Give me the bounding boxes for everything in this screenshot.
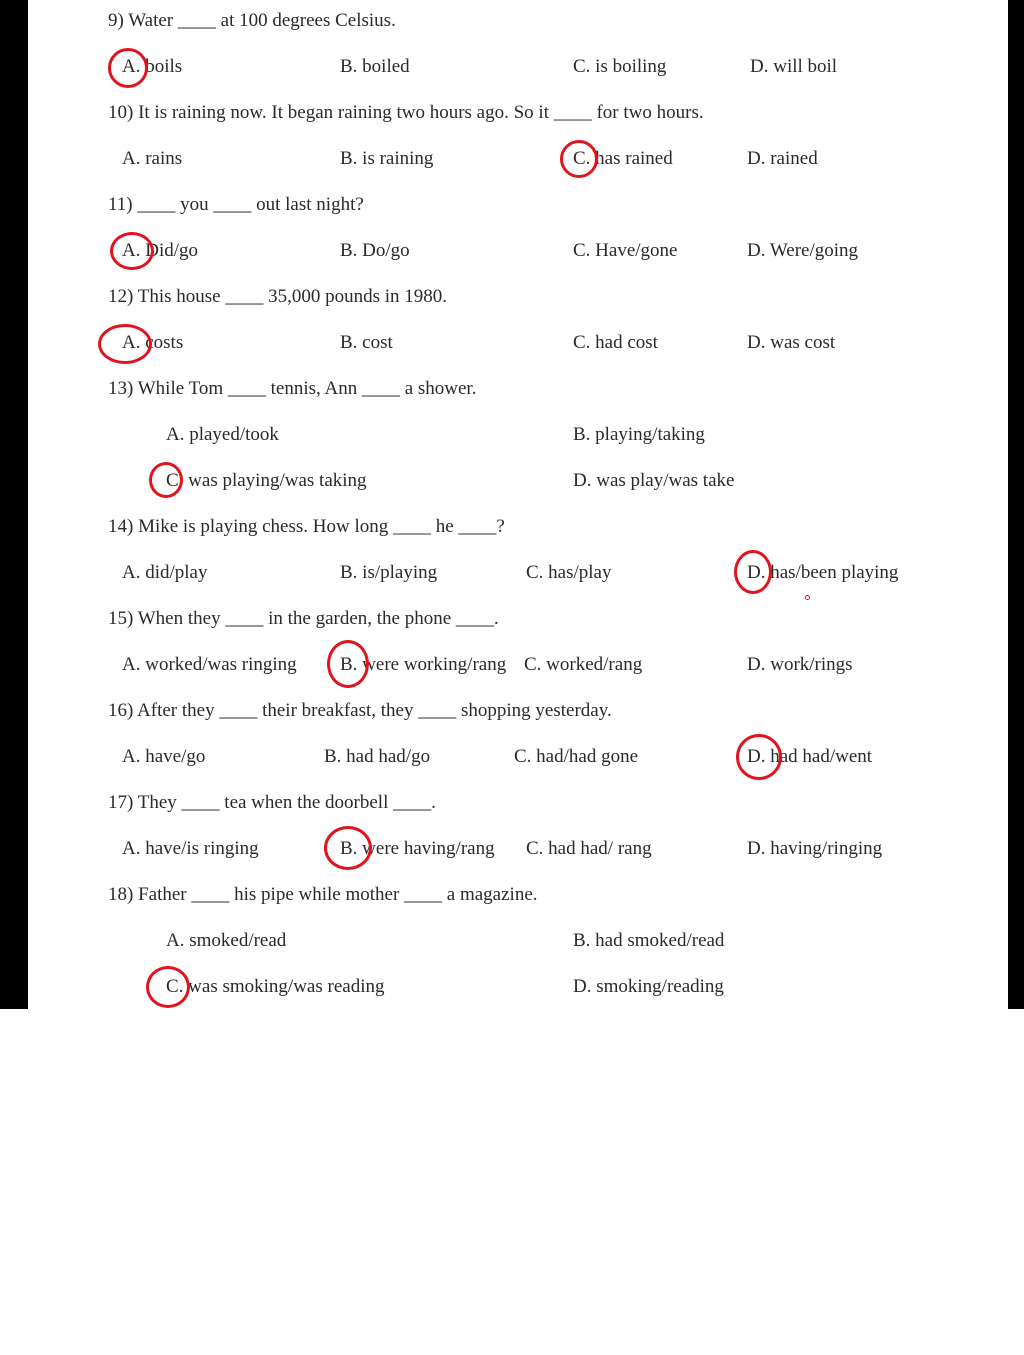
question-number: 18) bbox=[108, 884, 134, 905]
option-18d[interactable]: D. smoking/reading bbox=[573, 976, 724, 997]
option-9c[interactable]: C. is boiling bbox=[573, 56, 667, 77]
answer-circle bbox=[149, 462, 183, 498]
option-9b[interactable]: B. boiled bbox=[340, 56, 410, 77]
worksheet-page bbox=[28, 0, 1008, 1009]
option-13b[interactable]: B. playing/taking bbox=[573, 424, 705, 445]
option-12b[interactable]: B. cost bbox=[340, 332, 393, 353]
option-16a[interactable]: A. have/go bbox=[122, 746, 206, 767]
question-14 bbox=[108, 516, 505, 538]
option-15b[interactable]: B. were working/rang bbox=[340, 654, 507, 675]
question-number: 9) bbox=[108, 10, 124, 31]
option-13d[interactable]: D. was play/was take bbox=[573, 470, 735, 491]
option-15c[interactable]: C. worked/rang bbox=[524, 654, 643, 675]
option-12d[interactable]: D. was cost bbox=[747, 332, 836, 353]
question-number: 15) bbox=[108, 608, 134, 629]
option-13a[interactable]: A. played/took bbox=[166, 424, 279, 445]
option-11d[interactable]: D. Were/going bbox=[747, 240, 859, 261]
question-11 bbox=[108, 194, 364, 216]
question-stem: They ____ tea when the doorbell ____. bbox=[137, 792, 436, 813]
question-number: 12) bbox=[108, 286, 134, 307]
question-13 bbox=[108, 378, 476, 400]
question-number: 17) bbox=[108, 792, 134, 813]
question-stem: It is raining now. It began raining two hours ago. So it ____ for two hours. bbox=[138, 102, 704, 123]
pen-mark bbox=[805, 595, 810, 600]
answer-circle bbox=[560, 140, 598, 178]
option-18a[interactable]: A. smoked/read bbox=[166, 930, 287, 951]
option-17a[interactable]: A. have/is ringing bbox=[122, 838, 259, 859]
option-15d[interactable]: D. work/rings bbox=[747, 654, 853, 675]
option-10d[interactable]: D. rained bbox=[747, 148, 818, 169]
answer-circle bbox=[327, 640, 369, 688]
option-10a[interactable]: A. rains bbox=[122, 148, 183, 169]
question-17 bbox=[108, 792, 436, 814]
question-stem: After they ____ their breakfast, they ____ shopping yesterday. bbox=[137, 700, 612, 721]
option-11b[interactable]: B. Do/go bbox=[340, 240, 410, 261]
question-stem: ____ you ____ out last night? bbox=[137, 194, 364, 215]
question-16 bbox=[108, 700, 612, 722]
option-14b[interactable]: B. is/playing bbox=[340, 562, 438, 583]
question-number: 14) bbox=[108, 516, 134, 537]
question-stem: Water ____ at 100 degrees Celsius. bbox=[128, 10, 396, 31]
option-18b[interactable]: B. had smoked/read bbox=[573, 930, 725, 951]
option-14d[interactable]: D. has/been playing bbox=[747, 562, 899, 583]
question-18 bbox=[108, 884, 538, 906]
option-12c[interactable]: C. had cost bbox=[573, 332, 658, 353]
question-stem: While Tom ____ tennis, Ann ____ a shower. bbox=[137, 378, 477, 399]
option-17c[interactable]: C. had had/ rang bbox=[526, 838, 652, 859]
option-11c[interactable]: C. Have/gone bbox=[573, 240, 678, 261]
answer-circle bbox=[108, 48, 148, 88]
option-11a[interactable]: A. Did/go bbox=[122, 240, 198, 261]
answer-circle bbox=[146, 966, 190, 1008]
question-stem: When they ____ in the garden, the phone ____. bbox=[137, 608, 499, 629]
option-13c[interactable]: C. was playing/was taking bbox=[166, 470, 367, 491]
option-16d[interactable]: D. had had/went bbox=[747, 746, 873, 767]
question-number: 16) bbox=[108, 700, 134, 721]
question-stem: This house ____ 35,000 pounds in 1980. bbox=[137, 286, 448, 307]
option-10b[interactable]: B. is raining bbox=[340, 148, 434, 169]
option-9d[interactable]: D. will boil bbox=[750, 56, 838, 77]
option-16b[interactable]: B. had had/go bbox=[324, 746, 431, 767]
option-10c[interactable]: C. has rained bbox=[573, 148, 673, 169]
option-14a[interactable]: A. did/play bbox=[122, 562, 208, 583]
question-stem: Mike is playing chess. How long ____ he ____? bbox=[138, 516, 505, 537]
question-number: 13) bbox=[108, 378, 134, 399]
right-black-border bbox=[1008, 0, 1024, 1009]
question-number: 10) bbox=[108, 102, 134, 123]
option-15a[interactable]: A. worked/was ringing bbox=[122, 654, 297, 675]
option-17d[interactable]: D. having/ringing bbox=[747, 838, 883, 859]
answer-circle bbox=[734, 550, 772, 594]
answer-circle bbox=[110, 232, 154, 270]
option-12a[interactable]: A. costs bbox=[122, 332, 184, 353]
answer-circle bbox=[98, 324, 152, 364]
left-black-border bbox=[0, 0, 28, 1009]
option-9a[interactable]: A. boils bbox=[122, 56, 183, 77]
question-number: 11) bbox=[108, 194, 133, 215]
answer-circle bbox=[736, 734, 782, 780]
question-stem: Father ____ his pipe while mother ____ a magazine. bbox=[138, 884, 538, 905]
answer-circle bbox=[324, 826, 372, 870]
option-18c[interactable]: C. was smoking/was reading bbox=[166, 976, 385, 997]
question-10 bbox=[108, 102, 704, 124]
question-12 bbox=[108, 286, 447, 308]
question-9 bbox=[108, 10, 396, 32]
question-15 bbox=[108, 608, 499, 630]
option-16c[interactable]: C. had/had gone bbox=[514, 746, 639, 767]
option-17b[interactable]: B. were having/rang bbox=[340, 838, 495, 859]
option-14c[interactable]: C. has/play bbox=[526, 562, 612, 583]
